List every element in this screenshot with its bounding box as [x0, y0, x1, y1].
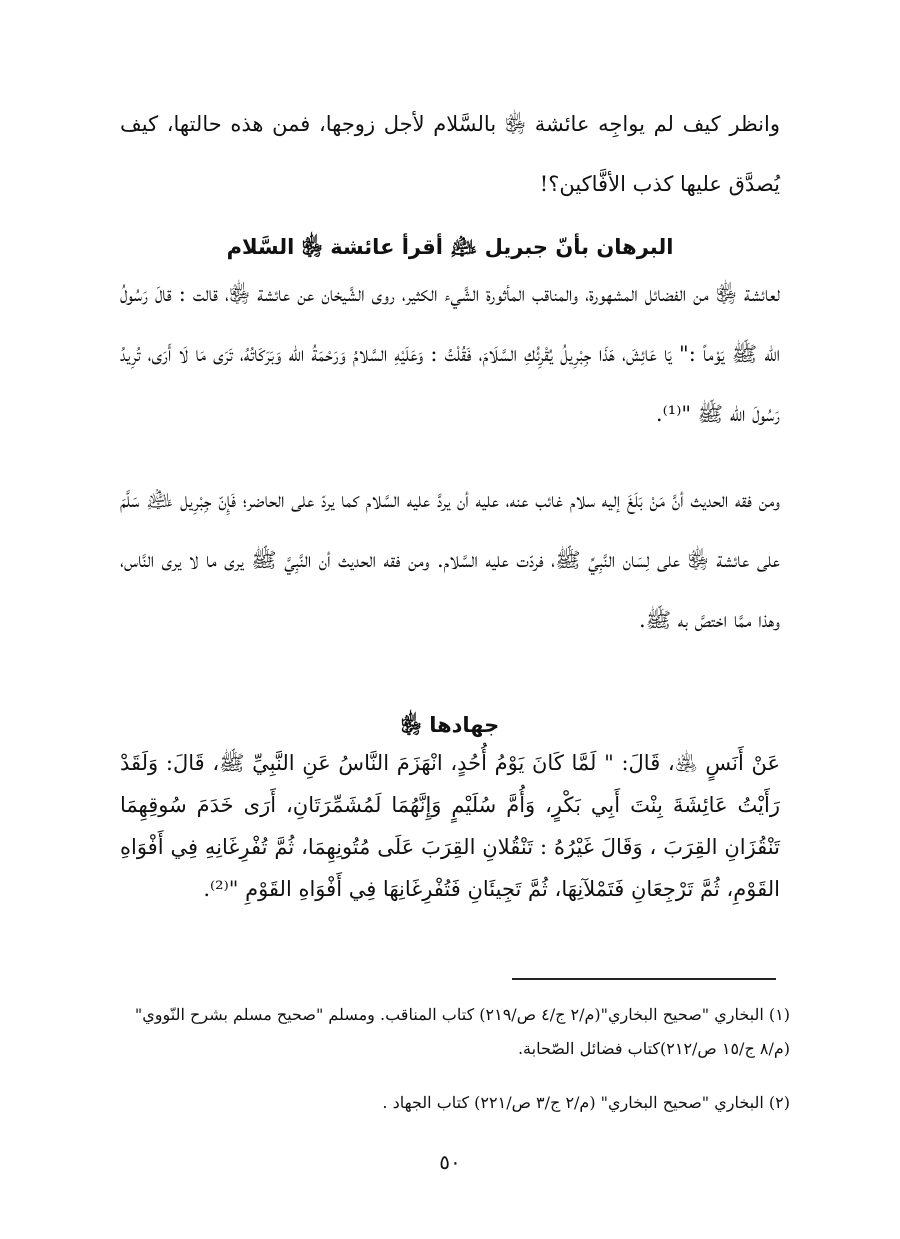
paragraph-jurisprudence: ومن فقه الحديث أنَّ مَنْ بَلَغَ إليه سلام غائب عنه، عليه أن يردَّ عليه السَّلام كما يردّ على الحاضر؛ فَإِنّ جِبْرِيل ﵇ سَلَّمَ على عائشة ﵂ على لِسَان النَّبِيِّ ﷺ، فردّت عليه السَّلام. ومن فقه الحديث أن النَّبِيَّ ﷺ يرى ما لا يرى النَّاس، وهذا ممَّا اختصَّ به ﷺ.: [120, 488, 780, 632]
paragraph-virtues-hadith: لعائشة ﵂ من الفضائل المشهورة، والمناقب المأثورة الشَّيء الكثير، روى الشَّيخان عن عائشة ﵂، قالت : قالَ رَسُولُ الله ﷺ يَوْماً :" يَا عَائِشَ، هَذَا جِبْرِيلُ يُقْرِئُكِ السَّلَامَ، فَقُلْتُ : وَعَلَيْهِ السَّلامُ وَرَحْمَةُ الله وَبَرَكَاتُهُ، تَرَى مَا لَا أَرَى، تُرِيدُ رَسُولَ الله ﷺ "⁽¹⁾.: [120, 282, 780, 426]
footnote-separator: [512, 978, 776, 980]
section-heading-gabriel-greeting: البرهان بأنّ جبريل ﵇ أقرأ عائشة ﵂ السَّلام: [226, 235, 674, 259]
paragraph-greeting-analysis: وانظر كيف لم يواجِه عائشة ﵂ بالسَّلام لأجل زوجها، فمن هذه حالتها، كيف يُصدَّق عليها كذب الأفَّاكين؟!: [120, 112, 780, 196]
page-number: ٥٠: [439, 1150, 461, 1174]
section-heading-jihad: جهادها ﵂: [400, 713, 500, 737]
paragraph-uhud-hadith: عَنْ أَنَسٍ ﵁، قَالَ: " لَمَّا كَانَ يَوْمُ أُحُدٍ، انْهَزَمَ النَّاسُ عَنِ النَّبِيِّ ﷺ، قَالَ: وَلَقَدْ رَأَيْتُ عَائِشَةَ بِنْتَ أَبِي بَكْرٍ، وَأُمَّ سُلَيْمٍ وَإِنَّهُمَا لَمُشَمِّرَتَانِ، أَرَى خَدَمَ سُوقِهِمَا تَنْقُزَانِ القِرَبَ ، وَقَالَ غَيْرُهُ : تَنْقُلانِ القِرَبَ عَلَى مُتُونِهِمَا، ثُمَّ تُفْرِغَانِهِ فِي أَفْوَاهِ القَوْمِ، ثُمَّ تَرْجِعَانِ فَتَمْلآنِهَا، ثُمَّ تَجِيئَانِ فَتُفْرِغَانِهَا فِي أَفْوَاهِ القَوْمِ "⁽²⁾.: [120, 751, 780, 901]
footnote-1: (١) البخاري "صحيح البخاري"(م/٢ ج/٤ ص/٢١٩) كتاب المناقب. ومسلم "صحيح مسلم بشرح النّووي" (م/٨ ج/١٥ ص/٢١٢)كتاب فضائل الصّحابة.: [134, 1005, 790, 1058]
footnote-2: (٢) البخاري "صحيح البخاري" (م/٢ ج/٣ ص/٢٢١) كتاب الجهاد .: [382, 1093, 790, 1112]
